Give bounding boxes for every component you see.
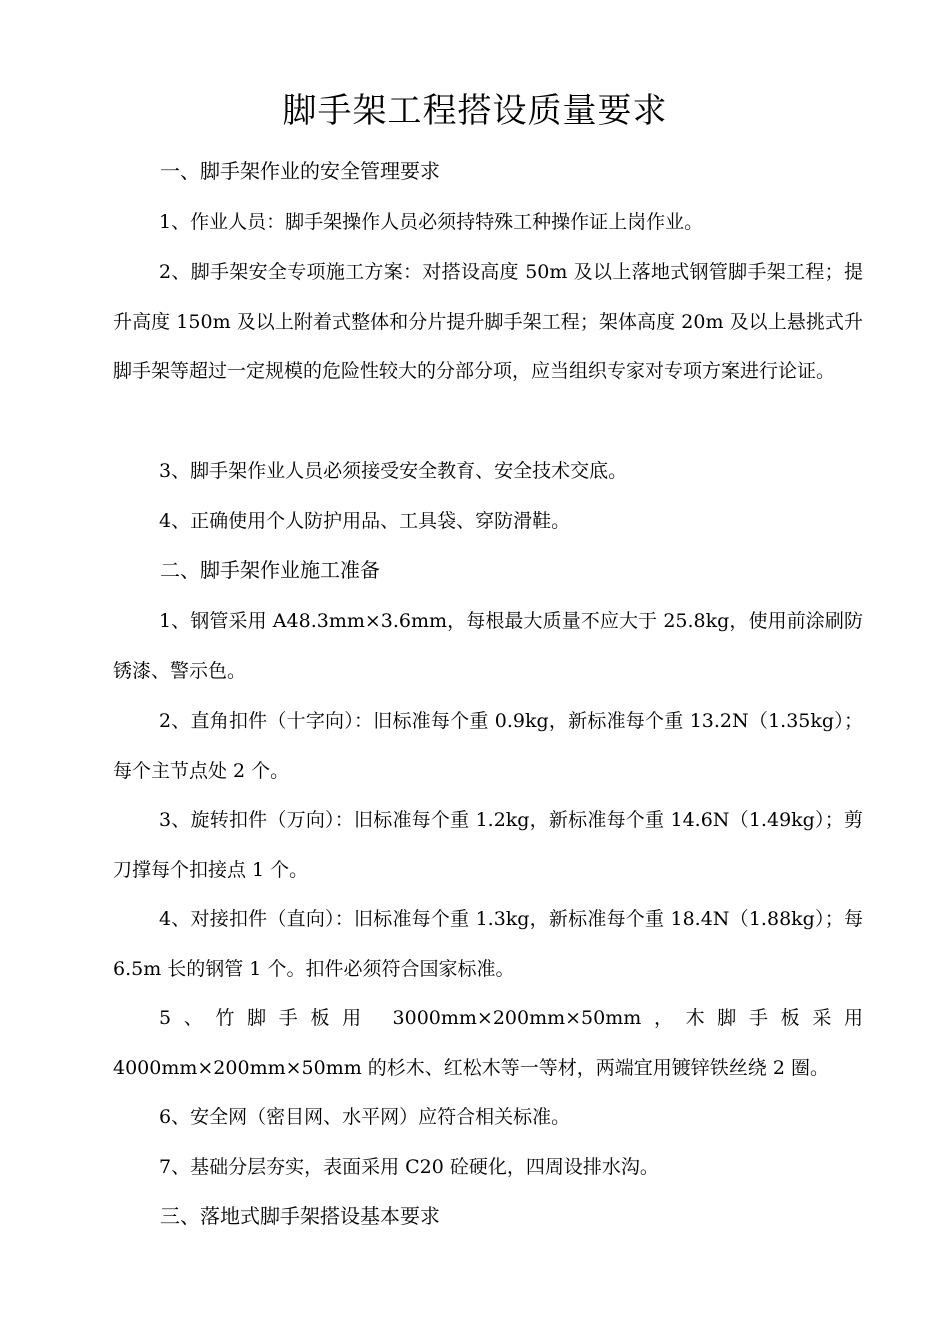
- section-heading-2: 二、脚手架作业施工准备: [160, 558, 380, 582]
- paragraph: 5、竹脚手板用 3000mm×200mm×50mm，木脚手板采用 4000mm×200mm×50mm 的杉木、红松木等一等材，两端宜用镀锌铁丝绕 2 圈。: [113, 1007, 863, 1079]
- paragraph: 3、脚手架作业人员必须接受安全教育、安全技术交底。: [159, 460, 628, 482]
- paragraph: 1、作业人员：脚手架操作人员必须持特殊工种操作证上岗作业。: [159, 211, 704, 233]
- paragraph: 2、脚手架安全专项施工方案：对搭设高度 50m 及以上落地式钢管脚手架工程；提升高度 150m 及以上附着式整体和分片提升脚手架工程；架体高度 20m 及以上悬挑式升脚手架等超过一定规模的危险性较大的分部分项，应当组织专家对专项方案进行论证。: [113, 261, 863, 382]
- paragraph: 6、安全网（密目网、水平网）应符合相关标准。: [159, 1106, 571, 1128]
- paragraph: 1、钢管采用 A48.3mm×3.6mm，每根最大质量不应大于 25.8kg，使用前涂刷防锈漆、警示色。: [113, 610, 863, 682]
- paragraph: 7、基础分层夯实，表面采用 C20 砼硬化，四周设排水沟。: [159, 1156, 659, 1178]
- paragraph: 3、旋转扣件（万向）：旧标准每个重 1.2kg，新标准每个重 14.6N（1.49kg）；剪刀撑每个扣接点 1 个。: [113, 809, 863, 881]
- section-heading-1: 一、脚手架作业的安全管理要求: [160, 159, 440, 183]
- paragraph: 2、直角扣件（十字向）：旧标准每个重 0.9kg，新标准每个重 13.2N（1.35kg）；每个主节点处 2 个。: [113, 710, 863, 782]
- paragraph: 4、正确使用个人防护用品、工具袋、穿防滑鞋。: [159, 510, 571, 532]
- section-heading-3: 三、落地式脚手架搭设基本要求: [160, 1204, 440, 1228]
- paragraph: 4、对接扣件（直向）：旧标准每个重 1.3kg，新标准每个重 18.4N（1.88kg）；每 6.5m 长的钢管 1 个。扣件必须符合国家标准。: [113, 908, 863, 980]
- document-title: 脚手架工程搭设质量要求: [282, 91, 668, 131]
